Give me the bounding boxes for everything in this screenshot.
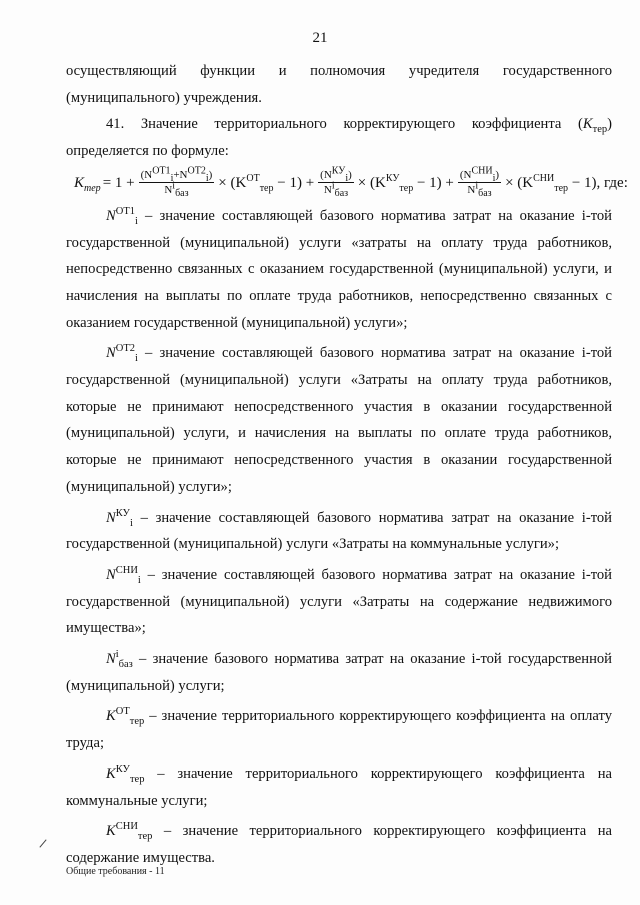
definition-n-ot2: $N^{ОТ2}_i$ – значение составляющей базового норматива затрат на оказание i-той государственной (муниципальной) услуги «Затраты на оплату труда работников, которые не принимают непосредственного участия в оказании государственной (муниципальной) услуги, и начисления на выплаты по оплате труда работников, которые не принимают непосредственного участия в оказании государственной (муниципальной) услуги»; [66,343,612,495]
formula-lhs: $K_{тер}$ [74,174,101,194]
definition-k-sni: $K^{СНИ}_{тер}$ – значение территориального корректирующего коэффициента на содержание имущества. [66,821,612,866]
formula-fraction-ot: $\frac{(N^{ОТ1}_i+N^{ОТ2}_i)}{N^i_{баз}}$ [140,165,213,200]
definition-n-ot1: $N^{ОТ1}_i$ – значение составляющей базового норматива затрат на оказание i-той государственной (муниципальной) услуги «затраты на оплату труда работников, непосредственно связанных с оказанием государственной (муниципальной) услуги, и начисления на выплаты по оплате труда работников, непосредственно связанных с оказанием государственной (муниципальной) услуги»; [66,205,612,331]
intro-paragraph: осуществляющий функции и полномочия учредителя государственного (муниципального) учреждения. [66,63,612,106]
formula-fraction-ku: $\frac{(N^{КУ}_i)}{N^i_{баз}}$ [320,165,352,200]
paragraph-41-tail: ) определяется по формуле: [66,116,612,160]
footer-note: Общие требования - 11 [66,866,165,877]
definition-k-ku: $K^{КУ}_{тер}$ – значение территориального корректирующего коэффициента на коммунальные услуги; [66,764,612,809]
formula [74,165,628,200]
definition-n-ku: $N^{КУ}_i$ – значение составляющей базового норматива затрат на оказание i-той государственной (муниципальной) услуги «Затраты на коммунальные услуги»; [66,507,612,553]
definition-n-sni: $N^{СНИ}_i$ – значение составляющей базового норматива затрат на оказание i-той государственной (муниципальной) услуги «Затраты на содержание недвижимого имущества»; [66,565,612,637]
pen-mark [39,839,46,847]
document-body [66,58,628,872]
formula-fraction-sni: $\frac{(N^{СНИ}_i)}{N^i_{баз}}$ [459,165,500,200]
page-number: 21 [312,30,328,46]
formula-term-sni: × $(K^{СНИ}_{тер} - 1)$, где: [505,172,628,194]
paragraph-41 [66,111,612,164]
formula-eq: = 1 + [102,174,135,191]
formula-term-ku: × $(K^{КУ}_{тер} - 1)$ + [357,172,454,194]
definition-k-ot: $K^{ОТ}_{тер}$ – значение территориального корректирующего коэффициента на оплату труда; [66,706,612,752]
k-ter-symbol: $K_{тер}$ [582,116,608,136]
paragraph-41-lead: 41. Значение территориального корректирующего коэффициента ( [106,116,583,133]
definition-n-baz: $N^i_{баз}$ – значение базового норматива затрат на оказание i-той государственной (муниципальной) услуги; [66,649,612,694]
formula-term-ot: × $(K^{ОТ}_{тер} - 1)$ + [218,172,315,194]
